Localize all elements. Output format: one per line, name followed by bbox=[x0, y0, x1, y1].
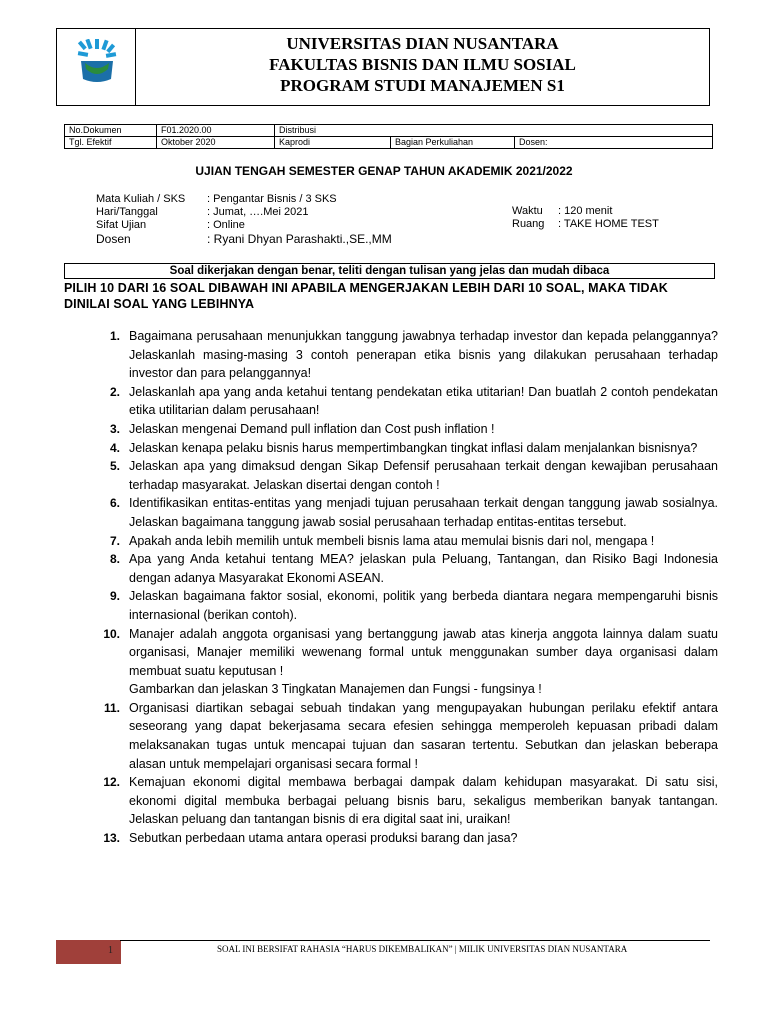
table-cell: Tgl. Efektif bbox=[65, 137, 157, 149]
question-item bbox=[92, 457, 718, 494]
question-item bbox=[92, 699, 718, 773]
university-logo-icon bbox=[77, 39, 117, 83]
table-cell: F01.2020.00 bbox=[157, 125, 275, 137]
table-cell: Oktober 2020 bbox=[157, 137, 275, 149]
exam-type-label: Sifat Ujian bbox=[96, 219, 147, 231]
document-info-table bbox=[64, 124, 713, 149]
footer-text: SOAL INI BERSIFAT RAHASIA “HARUS DIKEMBALIKAN” | MILIK UNIVERSITAS DIAN NUSANTARA bbox=[217, 944, 628, 954]
table-cell: Bagian Perkuliahan bbox=[391, 137, 515, 149]
logo-cell bbox=[57, 29, 136, 105]
table-cell: No.Dokumen bbox=[65, 125, 157, 137]
question-text: Jelaskan bagaimana faktor sosial, ekonomi, politik yang berbeda diantara negara mempengaruhi bisnis internasional (berikan contoh). bbox=[129, 589, 718, 622]
footer-divider bbox=[120, 940, 710, 941]
question-text: Bagaimana perusahaan menunjukkan tanggung jawabnya terhadap investor dan kepada pelanggannya? Jelaskanlah masing-masing 3 contoh penerapan etika bisnis yang dilakukan perusahaan terhadap investor dan para pelanggannya! bbox=[129, 329, 718, 381]
question-number: 7. bbox=[109, 533, 120, 548]
table-cell: Distribusi bbox=[275, 125, 713, 137]
question-text: Jelaskan kenapa pelaku bisnis harus mempertimbangkan tingkat inflasi dalam menjalankan bisnisnya? bbox=[129, 440, 698, 455]
question-item bbox=[92, 439, 718, 458]
program-name: PROGRAM STUDI MANAJEMEN S1 bbox=[280, 76, 565, 95]
question-number: 5. bbox=[109, 459, 120, 474]
page-number: 1 bbox=[108, 945, 113, 956]
room-label: Ruang bbox=[512, 218, 545, 230]
document-header bbox=[56, 28, 710, 106]
question-item bbox=[92, 625, 718, 699]
question-number: 1. bbox=[109, 329, 120, 343]
question-item bbox=[92, 494, 718, 531]
question-item bbox=[92, 532, 718, 551]
question-number: 6. bbox=[109, 496, 120, 511]
question-item bbox=[92, 550, 718, 587]
question-text: Sebutkan perbedaan utama antara operasi produksi barang dan jasa? bbox=[129, 831, 518, 846]
question-item bbox=[92, 327, 718, 383]
table-cell: Kaprodi bbox=[275, 137, 391, 149]
question-subtext: Gambarkan dan jelaskan 3 Tingkatan Manajemen dan Fungsi - fungsinya ! bbox=[129, 682, 542, 697]
date-value: : Jumat, ….Mei 2021 bbox=[207, 206, 309, 218]
question-number: 10. bbox=[103, 626, 120, 641]
question-number: 9. bbox=[109, 589, 120, 604]
date-label: Hari/Tanggal bbox=[96, 206, 158, 218]
question-item bbox=[92, 587, 718, 624]
question-number: 8. bbox=[109, 552, 120, 567]
time-value: : 120 menit bbox=[558, 205, 613, 217]
lecturer-label: Dosen bbox=[96, 232, 131, 246]
table-row bbox=[65, 137, 713, 149]
question-text: Apakah anda lebih memilih untuk membeli bisnis lama atau memulai bisnis dari nol, mengapa ! bbox=[129, 533, 655, 548]
question-text: Identifikasikan entitas-entitas yang menjadi tujuan perusahaan terkait dengan tanggung jawab sosialnya. Jelaskan bagaimana tanggung jawab sosial perusahaan terhadap entitas-entitas tersebut. bbox=[129, 496, 718, 529]
question-text: Jelaskanlah apa yang anda ketahui tentang pendekatan etika utitarian! Dan buatlah 2 contoh pendekatan etika utilitarian dalam perusahaan! bbox=[129, 384, 718, 418]
question-number: 12. bbox=[103, 775, 120, 790]
lecturer-value: : Ryani Dhyan Parashakti.,SE.,MM bbox=[207, 232, 392, 246]
instruction-text: PILIH 10 DARI 16 SOAL DIBAWAH INI APABILA MENGERJAKAN LEBIH DARI 10 SOAL, MAKA TIDAK DINILAI SOAL YANG LEBIHNYA bbox=[64, 281, 668, 311]
time-label: Waktu bbox=[512, 205, 543, 217]
faculty-name: FAKULTAS BISNIS DAN ILMU SOSIAL bbox=[269, 55, 576, 74]
header-titles bbox=[136, 33, 709, 96]
question-text: Manajer adalah anggota organisasi yang bertanggung jawab atas kinerja anggota lainnya dalam suatu organisasi, Manajer memiliki wewenang formal untuk menggunakan sumber daya organisasi dalam membuat suatu keputusan ! bbox=[129, 626, 718, 678]
question-text: Jelaskan mengenai Demand pull inflation dan Cost push inflation ! bbox=[129, 421, 495, 436]
question-number: 3. bbox=[109, 421, 120, 436]
course-label: Mata Kuliah / SKS bbox=[96, 193, 186, 205]
university-name: UNIVERSITAS DIAN NUSANTARA bbox=[286, 34, 559, 53]
exam-type-value: : Online bbox=[207, 219, 245, 231]
room-value: : TAKE HOME TEST bbox=[558, 218, 659, 230]
questions-list bbox=[92, 327, 718, 848]
question-text: Jelaskan apa yang dimaksud dengan Sikap Defensif perusahaan terkait dengan kewajiban perusahaan terhadap masyarakat. Jelaskan disertai dengan contoh ! bbox=[129, 459, 718, 492]
question-number: 13. bbox=[103, 831, 120, 846]
page-number-box bbox=[56, 940, 121, 964]
question-item bbox=[92, 829, 718, 848]
table-row bbox=[65, 125, 713, 137]
question-text: Apa yang Anda ketahui tentang MEA? jelaskan pula Peluang, Tantangan, dan Risiko Bagi Indonesia dengan adanya Masyarakat Ekonomi ASEAN. bbox=[129, 552, 718, 585]
table-cell: Dosen: bbox=[515, 137, 713, 149]
question-text: Organisasi diartikan sebagai sebuah tindakan yang mengupayakan hubungan perilaku efektif antara seseorang yang dapat bekerjasama secara efesien sehingga memperoleh kepuasan pribadi dalam melaksanakan tugas untuk mencapai tujuan dan sasaran tertentu. Sebutkan dan jelaskan beberapa alasan untuk mempelajari organisasi secara formal ! bbox=[129, 700, 718, 771]
question-item bbox=[92, 383, 718, 420]
question-item bbox=[92, 420, 718, 439]
exam-title: UJIAN TENGAH SEMESTER GENAP TAHUN AKADEMIK 2021/2022 bbox=[195, 164, 573, 178]
question-item bbox=[92, 773, 718, 829]
notice-box: Soal dikerjakan dengan benar, teliti dengan tulisan yang jelas dan mudah dibaca bbox=[64, 263, 715, 279]
question-text: Kemajuan ekonomi digital membawa berbagai dampak dalam kehidupan masyarakat. Di satu sisi, ekonomi digital membuka berbagai peluang bisnis baru, sekaligus memberikan banyak tantangan. Jelaskan peluang dan tantangan bisnis di era digital saat ini, uraikan! bbox=[129, 775, 718, 827]
question-number: 2. bbox=[109, 384, 120, 399]
question-number: 11. bbox=[103, 700, 120, 715]
question-number: 4. bbox=[109, 440, 120, 455]
course-value: : Pengantar Bisnis / 3 SKS bbox=[207, 193, 337, 205]
